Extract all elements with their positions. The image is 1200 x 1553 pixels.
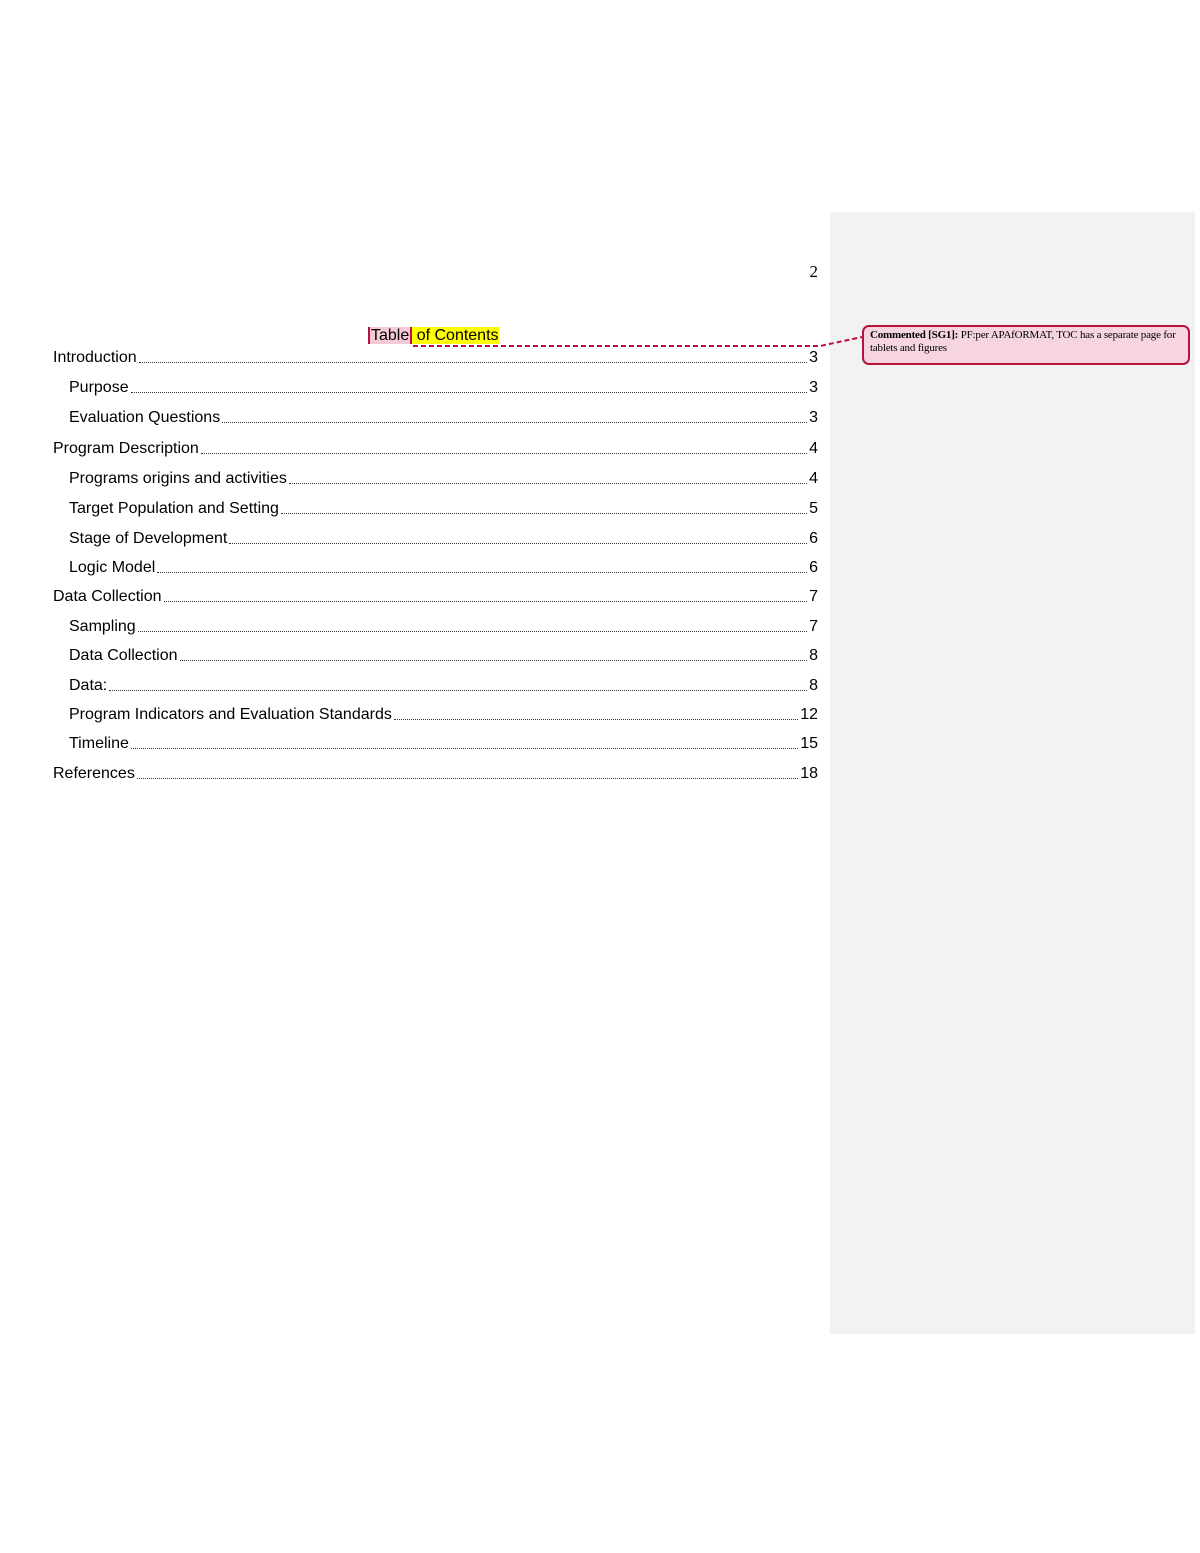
toc-dot-leader (138, 630, 807, 632)
commented-text[interactable]: Table (368, 327, 412, 344)
toc-entry-label: Timeline (69, 735, 129, 752)
toc-entry-label: Logic Model (69, 559, 156, 576)
toc-entry-label: Introduction (53, 349, 137, 366)
toc-entry-page: 7 (809, 588, 818, 605)
toc-entry[interactable] (69, 703, 818, 725)
toc-entry-label: Data Collection (69, 647, 178, 664)
toc-dot-leader (289, 482, 807, 484)
toc-entry[interactable] (53, 346, 818, 368)
toc-entry-page: 12 (800, 706, 818, 723)
toc-entry-label: References (53, 765, 135, 782)
toc-entry-label: Target Population and Setting (69, 500, 279, 517)
toc-dot-leader (222, 421, 807, 423)
toc-entry[interactable] (69, 556, 818, 578)
toc-entry-label: Evaluation Questions (69, 409, 221, 426)
toc-entry-page: 5 (809, 500, 818, 517)
toc-entry[interactable] (69, 732, 818, 754)
toc-entry-label: Programs origins and activities (69, 470, 287, 487)
toc-dot-leader (394, 718, 798, 720)
toc-entry[interactable] (53, 762, 818, 784)
toc-entry-page: 8 (809, 677, 818, 694)
toc-dot-leader (137, 777, 798, 779)
comment-pane (830, 212, 1195, 1334)
page-number: 2 (809, 262, 818, 281)
toc-entry-label: Data Collection (53, 588, 162, 605)
toc-entry-page: 7 (809, 618, 818, 635)
comment-header: Commented [SG1]: (870, 329, 959, 341)
toc-entry-page: 3 (809, 349, 818, 366)
toc-dot-leader (157, 571, 807, 573)
toc-dot-leader (131, 391, 808, 393)
toc-entry[interactable] (69, 527, 818, 549)
comment-text: PF:per APAfORMAT, TOC has a separate page for tablets and figures (870, 329, 1176, 354)
toc-entry-label: Program Description (53, 440, 199, 457)
toc-entry-page: 3 (809, 409, 818, 426)
comment-balloon[interactable] (862, 325, 1190, 365)
toc-entry-page: 8 (809, 647, 818, 664)
toc-entry-page: 4 (809, 440, 818, 457)
toc-entry[interactable] (53, 585, 818, 607)
toc-entry[interactable] (69, 674, 818, 696)
toc-entry[interactable] (69, 467, 818, 489)
toc-entry[interactable] (69, 615, 818, 637)
highlighted-text: of Contents (412, 327, 499, 344)
toc-dot-leader (139, 361, 807, 363)
toc-entry-label: Stage of Development (69, 530, 228, 547)
toc-entry[interactable] (69, 376, 818, 398)
toc-entry-label: Data: (69, 677, 108, 694)
toc-dot-leader (109, 689, 807, 691)
toc-dot-leader (164, 600, 808, 602)
toc-entry-label: Sampling (69, 618, 136, 635)
toc-title[interactable] (368, 326, 499, 346)
toc-entry-page: 4 (809, 470, 818, 487)
toc-entry[interactable] (53, 437, 818, 459)
toc-entry[interactable] (69, 497, 818, 519)
toc-entry[interactable] (69, 644, 818, 666)
toc-entry-label: Program Indicators and Evaluation Standards (69, 706, 392, 723)
toc-entry-page: 6 (809, 559, 818, 576)
toc-dot-leader (281, 512, 807, 514)
toc-dot-leader (201, 452, 807, 454)
toc-entry-page: 18 (800, 765, 818, 782)
toc-dot-leader (180, 659, 808, 661)
toc-dot-leader (229, 542, 807, 544)
toc-entry-label: Purpose (69, 379, 129, 396)
toc-dot-leader (131, 747, 798, 749)
toc-entry[interactable] (69, 406, 818, 428)
toc-entry-page: 3 (809, 379, 818, 396)
toc-entry-page: 15 (800, 735, 818, 752)
toc-entry-page: 6 (809, 530, 818, 547)
